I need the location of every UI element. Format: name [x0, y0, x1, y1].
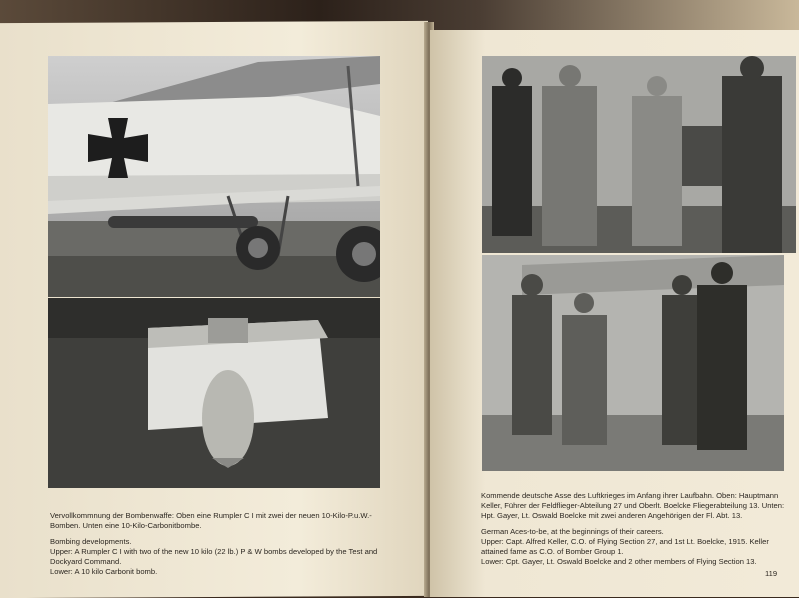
left-caption-english-lower: Lower: A 10 kilo Carbonit bomb.	[50, 567, 158, 576]
right-caption-english-lower: Lower: Cpt. Gayer, Lt. Oswald Boelcke and 2 other members of Flying Section 13.	[481, 557, 757, 566]
left-caption	[50, 511, 382, 577]
right-caption-german: Kommende deutsche Asse des Luftkrieges im Anfang ihrer Laufbahn. Oben: Hauptmann Keller, Führer der Feldflieger-Abteilung 27 und Oberlt. Boelcke Fliegerabteilung 13. Unten: Hpt. Gayer, Lt. Oswald Boelcke mit zwei anderen Angehörigen der Fl. Abt. 13.	[481, 491, 785, 520]
photo-gayer-boelcke-group	[482, 255, 784, 471]
left-caption-german: Vervollkommnung der Bombenwaffe: Oben eine Rumpler C I mit zwei der neuen 10-Kilo-P.u.W.-Bomben. Unten eine 10-Kilo-Carbonitbombe.	[50, 511, 372, 530]
right-caption-english-heading: German Aces-to-be, at the beginnings of their careers.	[481, 527, 664, 536]
left-caption-english-heading: Bombing developments.	[50, 537, 132, 546]
photo-rumpler-aircraft	[48, 56, 380, 297]
photo-keller-boelcke	[482, 56, 796, 253]
left-caption-english-upper: Upper: A Rumpler C I with two of the new 10 kilo (22 lb.) P & W bombs developed by the Test and Dockyard Command.	[50, 547, 378, 566]
right-caption	[481, 491, 787, 567]
page-number: 119	[765, 569, 778, 578]
right-caption-english-upper: Upper: Capt. Alfred Keller, C.O. of Flying Section 27, and 1st Lt. Boelcke, 1915. Keller attained fame as C.O. of Bomber Group 1.	[481, 537, 769, 556]
photo-carbonit-bomb	[48, 298, 380, 488]
